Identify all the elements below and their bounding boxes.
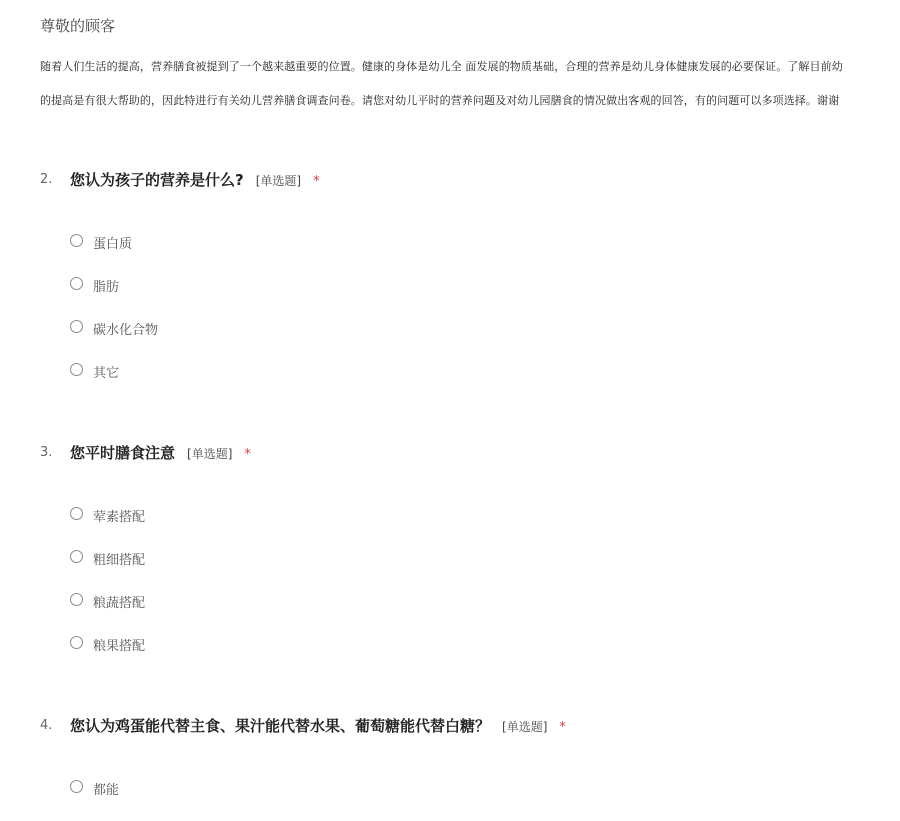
question-type-tag: [单选题] (502, 720, 548, 734)
question-header (40, 442, 890, 466)
required-asterisk: * (313, 174, 320, 189)
intro-title: 尊敬的顾客 (40, 17, 116, 35)
question-title (70, 169, 320, 190)
question-type-tag: [单选题] (187, 447, 233, 461)
radio-button[interactable] (70, 593, 83, 606)
radio-button[interactable] (70, 507, 83, 520)
intro-text-line-2: 的提高是有很大帮助的，因此特进行有关幼儿营养膳食调查问卷。请您对幼儿平时的营养问题及对幼儿园膳食的情况做出客观的回答，有的问题可以多项选择。谢谢 (40, 94, 840, 107)
option-label[interactable]: 蛋白质 (93, 237, 133, 252)
question-number: 4. (40, 718, 53, 733)
radio-button[interactable] (70, 550, 83, 563)
question-title (70, 442, 251, 463)
question-3 (40, 442, 890, 654)
question-2 (40, 169, 890, 381)
option-label[interactable]: 碳水化合物 (93, 323, 159, 338)
option-label[interactable]: 荤素搭配 (93, 510, 146, 525)
radio-button[interactable] (70, 234, 83, 247)
question-title-text: 您认为鸡蛋能代替主食、果汁能代替水果、葡萄糖能代替白糖？ (70, 717, 491, 735)
question-title-text: 您平时膳食注意 (70, 444, 176, 462)
question-title (70, 715, 566, 736)
option-label[interactable]: 粮果搭配 (93, 639, 146, 654)
question-header (40, 715, 890, 739)
radio-button[interactable] (70, 636, 83, 649)
question-title-text: 您认为孩子的营养是什么? (70, 171, 244, 189)
question-number: 3. (40, 445, 53, 460)
question-type-tag: [单选题] (255, 174, 302, 188)
option-label[interactable]: 脂肪 (93, 280, 120, 295)
radio-button[interactable] (70, 363, 83, 376)
option-label[interactable]: 粮蔬搭配 (93, 596, 146, 611)
required-asterisk: * (559, 720, 566, 735)
radio-button[interactable] (70, 780, 83, 793)
radio-button[interactable] (70, 320, 83, 333)
option-label[interactable]: 其它 (93, 366, 120, 381)
question-header (40, 169, 890, 193)
intro-text-line-1: 随着人们生活的提高，营养膳食被提到了一个越来越重要的位置。健康的身体是幼儿全 面发展的物质基础，合理的营养是幼儿身体健康发展的必要保证。了解目前幼 (40, 60, 843, 73)
option-label[interactable]: 粗细搭配 (93, 553, 146, 568)
option-label[interactable]: 都能 (93, 783, 120, 798)
radio-button[interactable] (70, 277, 83, 290)
question-number: 2. (40, 172, 53, 187)
required-asterisk: * (244, 447, 251, 462)
question-4 (40, 715, 890, 798)
